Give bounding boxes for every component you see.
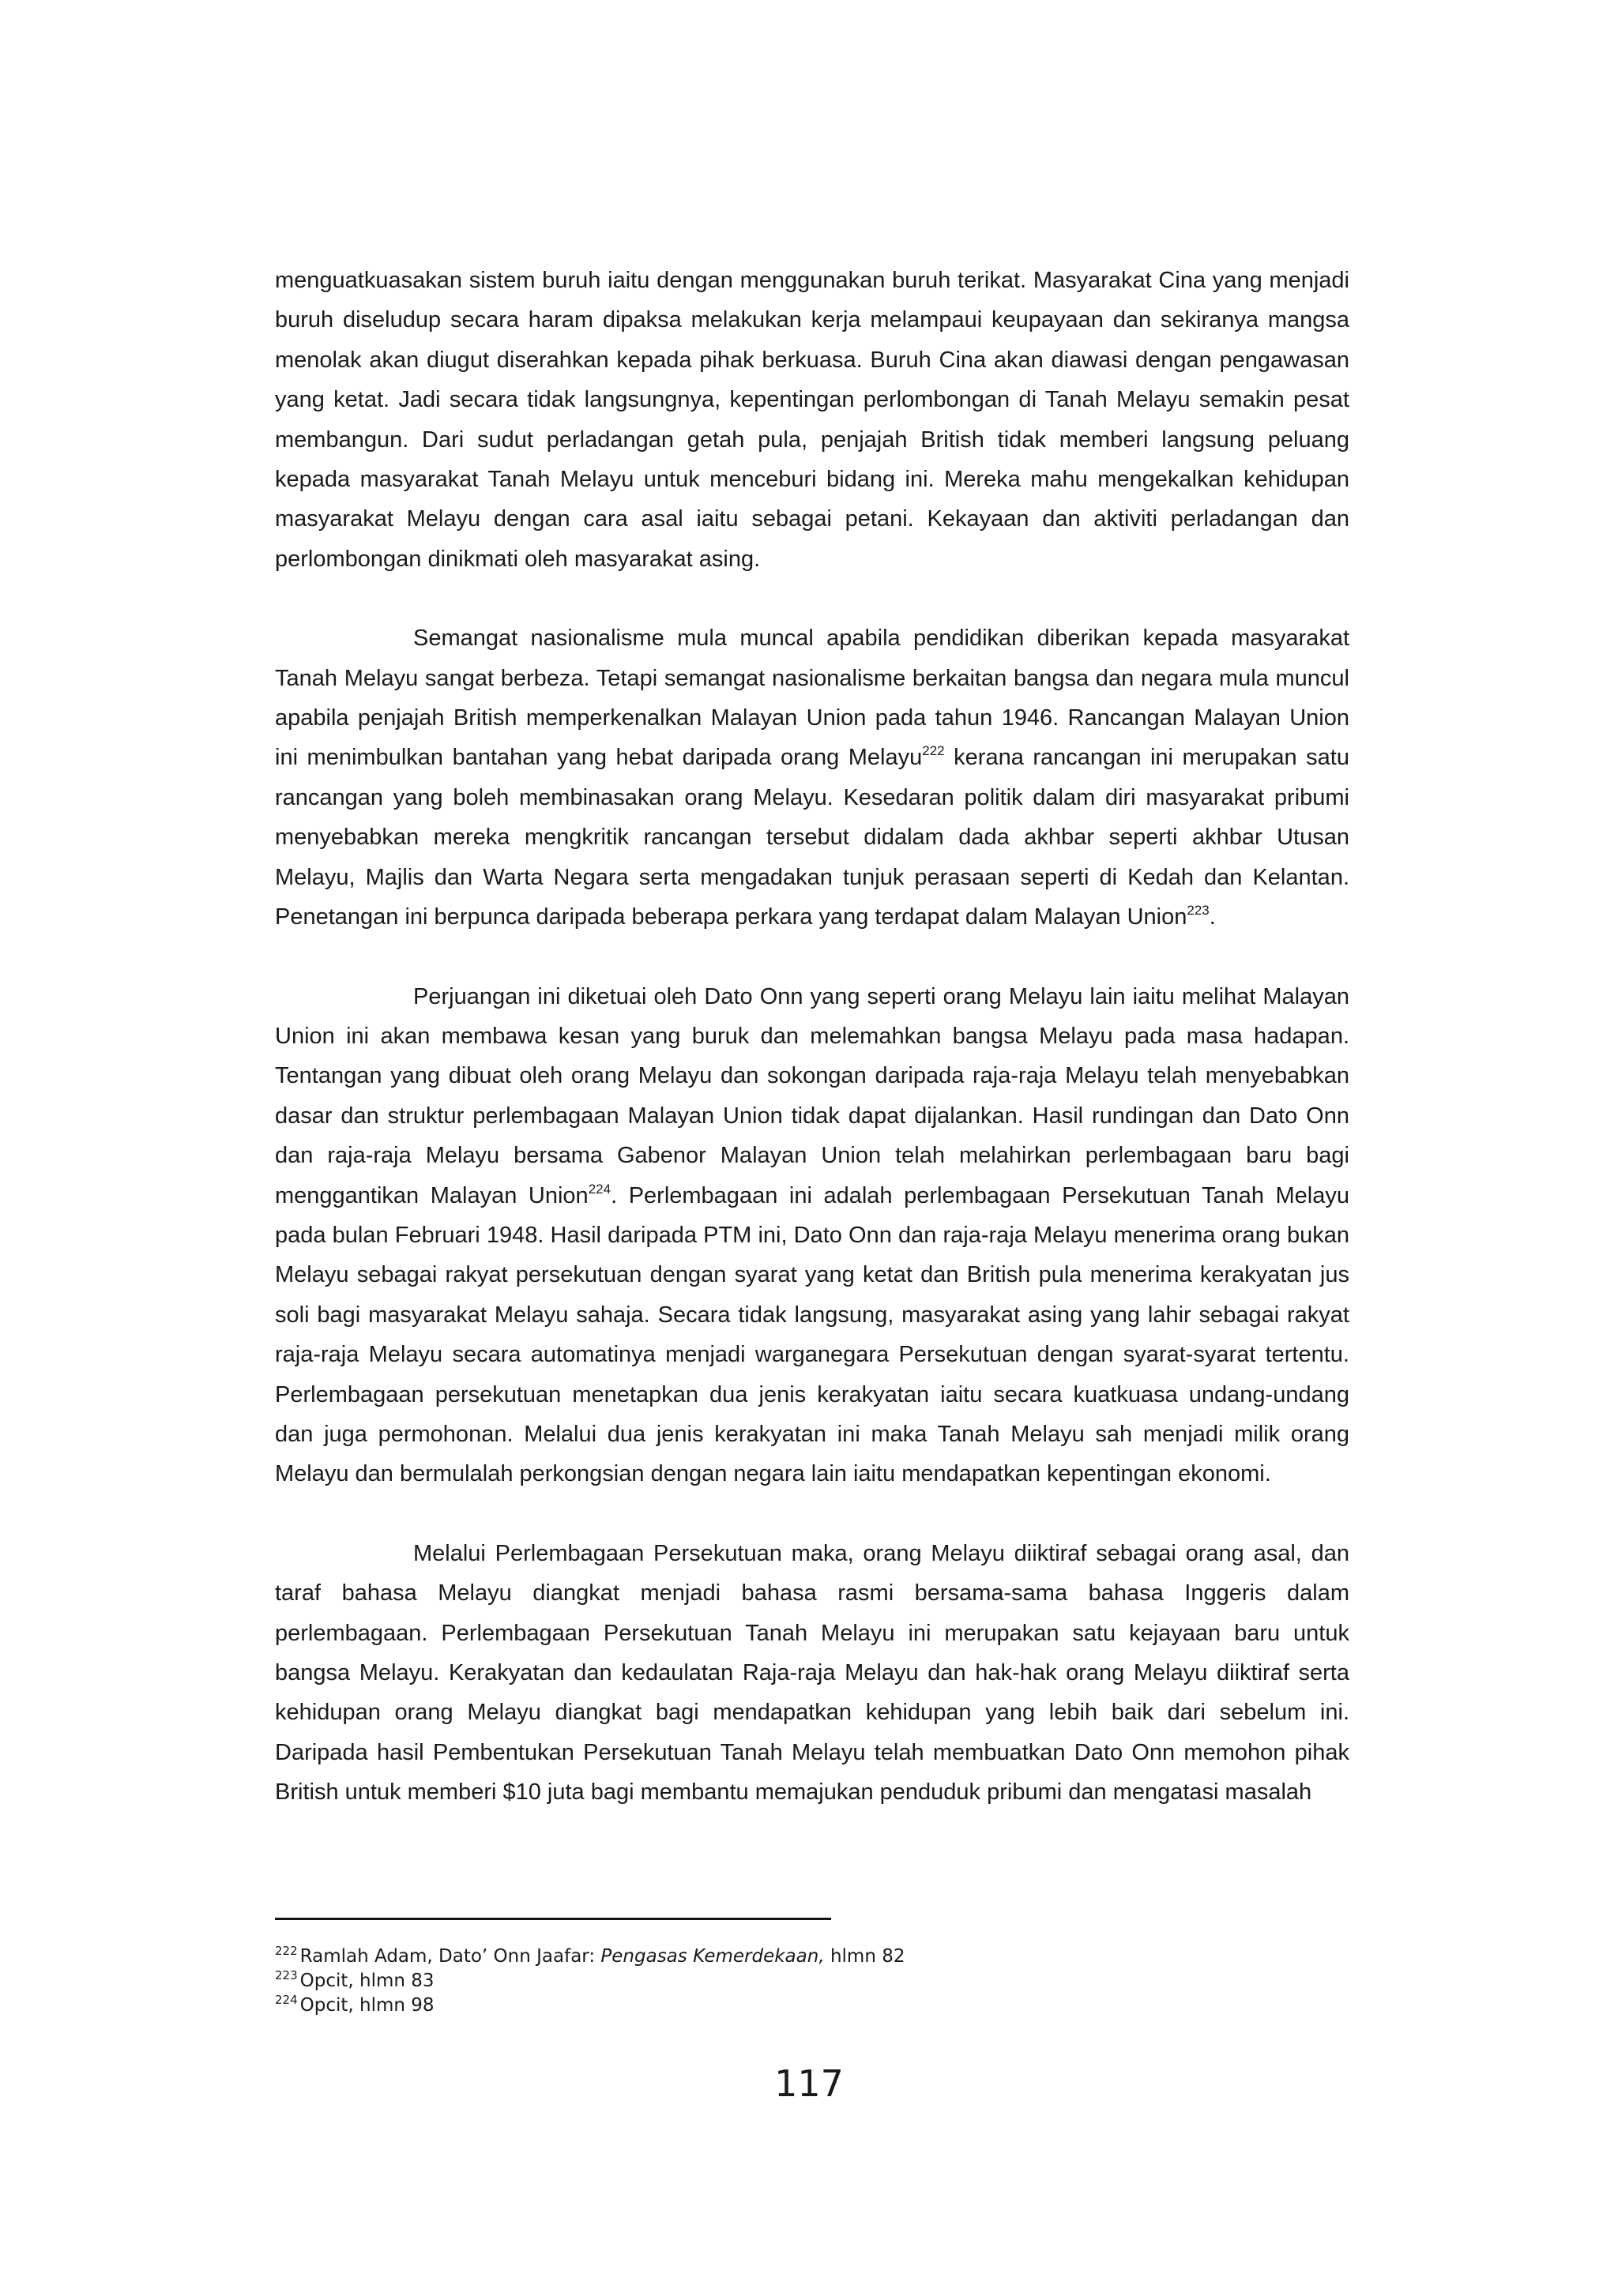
footnote-text: hlmn 82 [824,1946,905,1967]
paragraph-text: . Perlembagaan ini adalah perlembagaan Persekutuan Tanah Melayu pada bulan Februari 1948. Hasil daripada PTM ini, Dato Onn dan raja-raja Melayu menerima orang bukan Melayu sebagai rakyat persekutuan dengan syarat yang ketat dan British pula menerima kerakyatan jus soli bagi masyarakat Melayu sahaja. Secara tidak langsung, masyarakat asing yang lahir sebagai rakyat raja-raja Melayu secara automatinya menjadi warganegara Persekutuan dengan syarat-syarat tertentu. Perlembagaan persekutuan menetapkan dua jenis kerakyatan iaitu secara kuatkuasa undang-undang dan juga permohonan. Melalui dua jenis kerakyatan ini maka Tanah Melayu sah menjadi milik orang Melayu dan bermulalah perkongsian dengan negara lain iaitu mendapatkan kepentingan ekonomi. [275,1182,1350,1487]
paragraph [275,977,1349,1494]
footnote [275,1993,1349,2018]
paragraph-text: kerana rancangan ini merupakan satu rancangan yang boleh membinasakan orang Melayu. Kesedaran politik dalam diri masyarakat pribumi menyebabkan mereka mengkritik rancangan tersebut didalam dada akhbar seperti akhbar Utusan Melayu, Majlis dan Warta Negara serta mengadakan tunjuk perasaan seperti di Kedah dan Kelantan. Penetangan ini berpunca daripada beberapa perkara yang terdapat dalam Malayan Union [275,745,1349,930]
footnote-reference[interactable]: 222 [922,743,945,759]
paragraph-text: Semangat nasionalisme mula muncal apabila pendidikan diberikan kepada masyarakat Tanah Melayu sangat berbeza. Tetapi semangat nasionalisme berkaitan bangsa dan negara mula muncul apabila penjajah British memperkenalkan Malayan Union pada tahun 1946. Rancangan Malayan Union ini menimbulkan bantahan yang hebat daripada orang Melayu [275,626,1349,771]
page-number: 117 [774,2062,844,2105]
paragraph [275,261,1349,579]
paragraph-text: menguatkuasakan sistem buruh iaitu dengan menggunakan buruh terikat. Masyarakat Cina yang menjadi buruh diseludup secara haram dipaksa melakukan kerja melampaui keupayaan dan sekiranya mangsa menolak akan diugut diserahkan kepada pihak berkuasa. Buruh Cina akan diawasi dengan pengawasan yang ketat. Jadi secara tidak langsungnya, kepentingan perlombongan di Tanah Melayu semakin pesat membangun. Dari sudut perladangan getah pula, penjajah British tidak memberi langsung peluang kepada masyarakat Tanah Melayu untuk menceburi bidang ini. Mereka mahu mengekalkan kehidupan masyarakat Melayu dengan cara asal iaitu sebagai petani. Kekayaan dan aktiviti perladangan dan perlombongan dinikmati oleh masyarakat asing. [275,268,1349,572]
paragraph-text: Perjuangan ini diketuai oleh Dato Onn yang seperti orang Melayu lain iaitu melihat Malayan Union ini akan membawa kesan yang buruk dan melemahkan bangsa Melayu pada masa hadapan. Tentangan yang dibuat oleh orang Melayu dan sokongan daripada raja-raja Melayu telah menyebabkan dasar dan struktur perlembagaan Malayan Union tidak dapat dijalankan. Hasil rundingan dan Dato Onn dan raja-raja Melayu bersama Gabenor Malayan Union telah melahirkan perlembagaan baru bagi menggantikan Malayan Union [275,983,1349,1208]
paragraph-text: Melalui Perlembagaan Persekutuan maka, orang Melayu diiktiraf sebagai orang asal, dan taraf bahasa Melayu diangkat menjadi bahasa rasmi bersama-sama bahasa Inggeris dalam perlembagaan. Perlembagaan Persekutuan Tanah Melayu ini merupakan satu kejayaan baru untuk bangsa Melayu. Kerakyatan dan kedaulatan Raja-raja Melayu dan hak-hak orang Melayu diiktiraf serta kehidupan orang Melayu diangkat bagi mendapatkan kehidupan yang lebih baik dari sebelum ini. Daripada hasil Pembentukan Persekutuan Tanah Melayu telah membuatkan Dato Onn memohon pihak British untuk memberi $10 juta bagi membantu memajukan penduduk pribumi dan mengatasi masalah [275,1540,1349,1806]
footnote-reference[interactable]: 224 [588,1181,611,1197]
footnote-separator [275,1918,831,1920]
paragraph [275,618,1349,937]
paragraph [275,1534,1349,1813]
footnote-number: 223 [275,1968,298,1982]
footnote [275,1945,1349,1969]
footnote-reference[interactable]: 223 [1187,903,1210,919]
footnote-text: Ramlah Adam, Dato’ Onn Jaafar: [299,1946,601,1967]
footnote [275,1969,1349,1993]
body-text [275,261,1349,1813]
footnote-number: 222 [275,1944,298,1958]
footnotes [275,1945,1349,2018]
footnote-book-title: Pengasas Kemerdekaan, [600,1946,825,1967]
footnote-text: Opcit, hlmn 98 [299,1995,435,2016]
footnote-number: 224 [275,1993,298,2007]
paragraph-text: . [1209,904,1216,930]
footnote-text: Opcit, hlmn 83 [299,1971,435,1991]
